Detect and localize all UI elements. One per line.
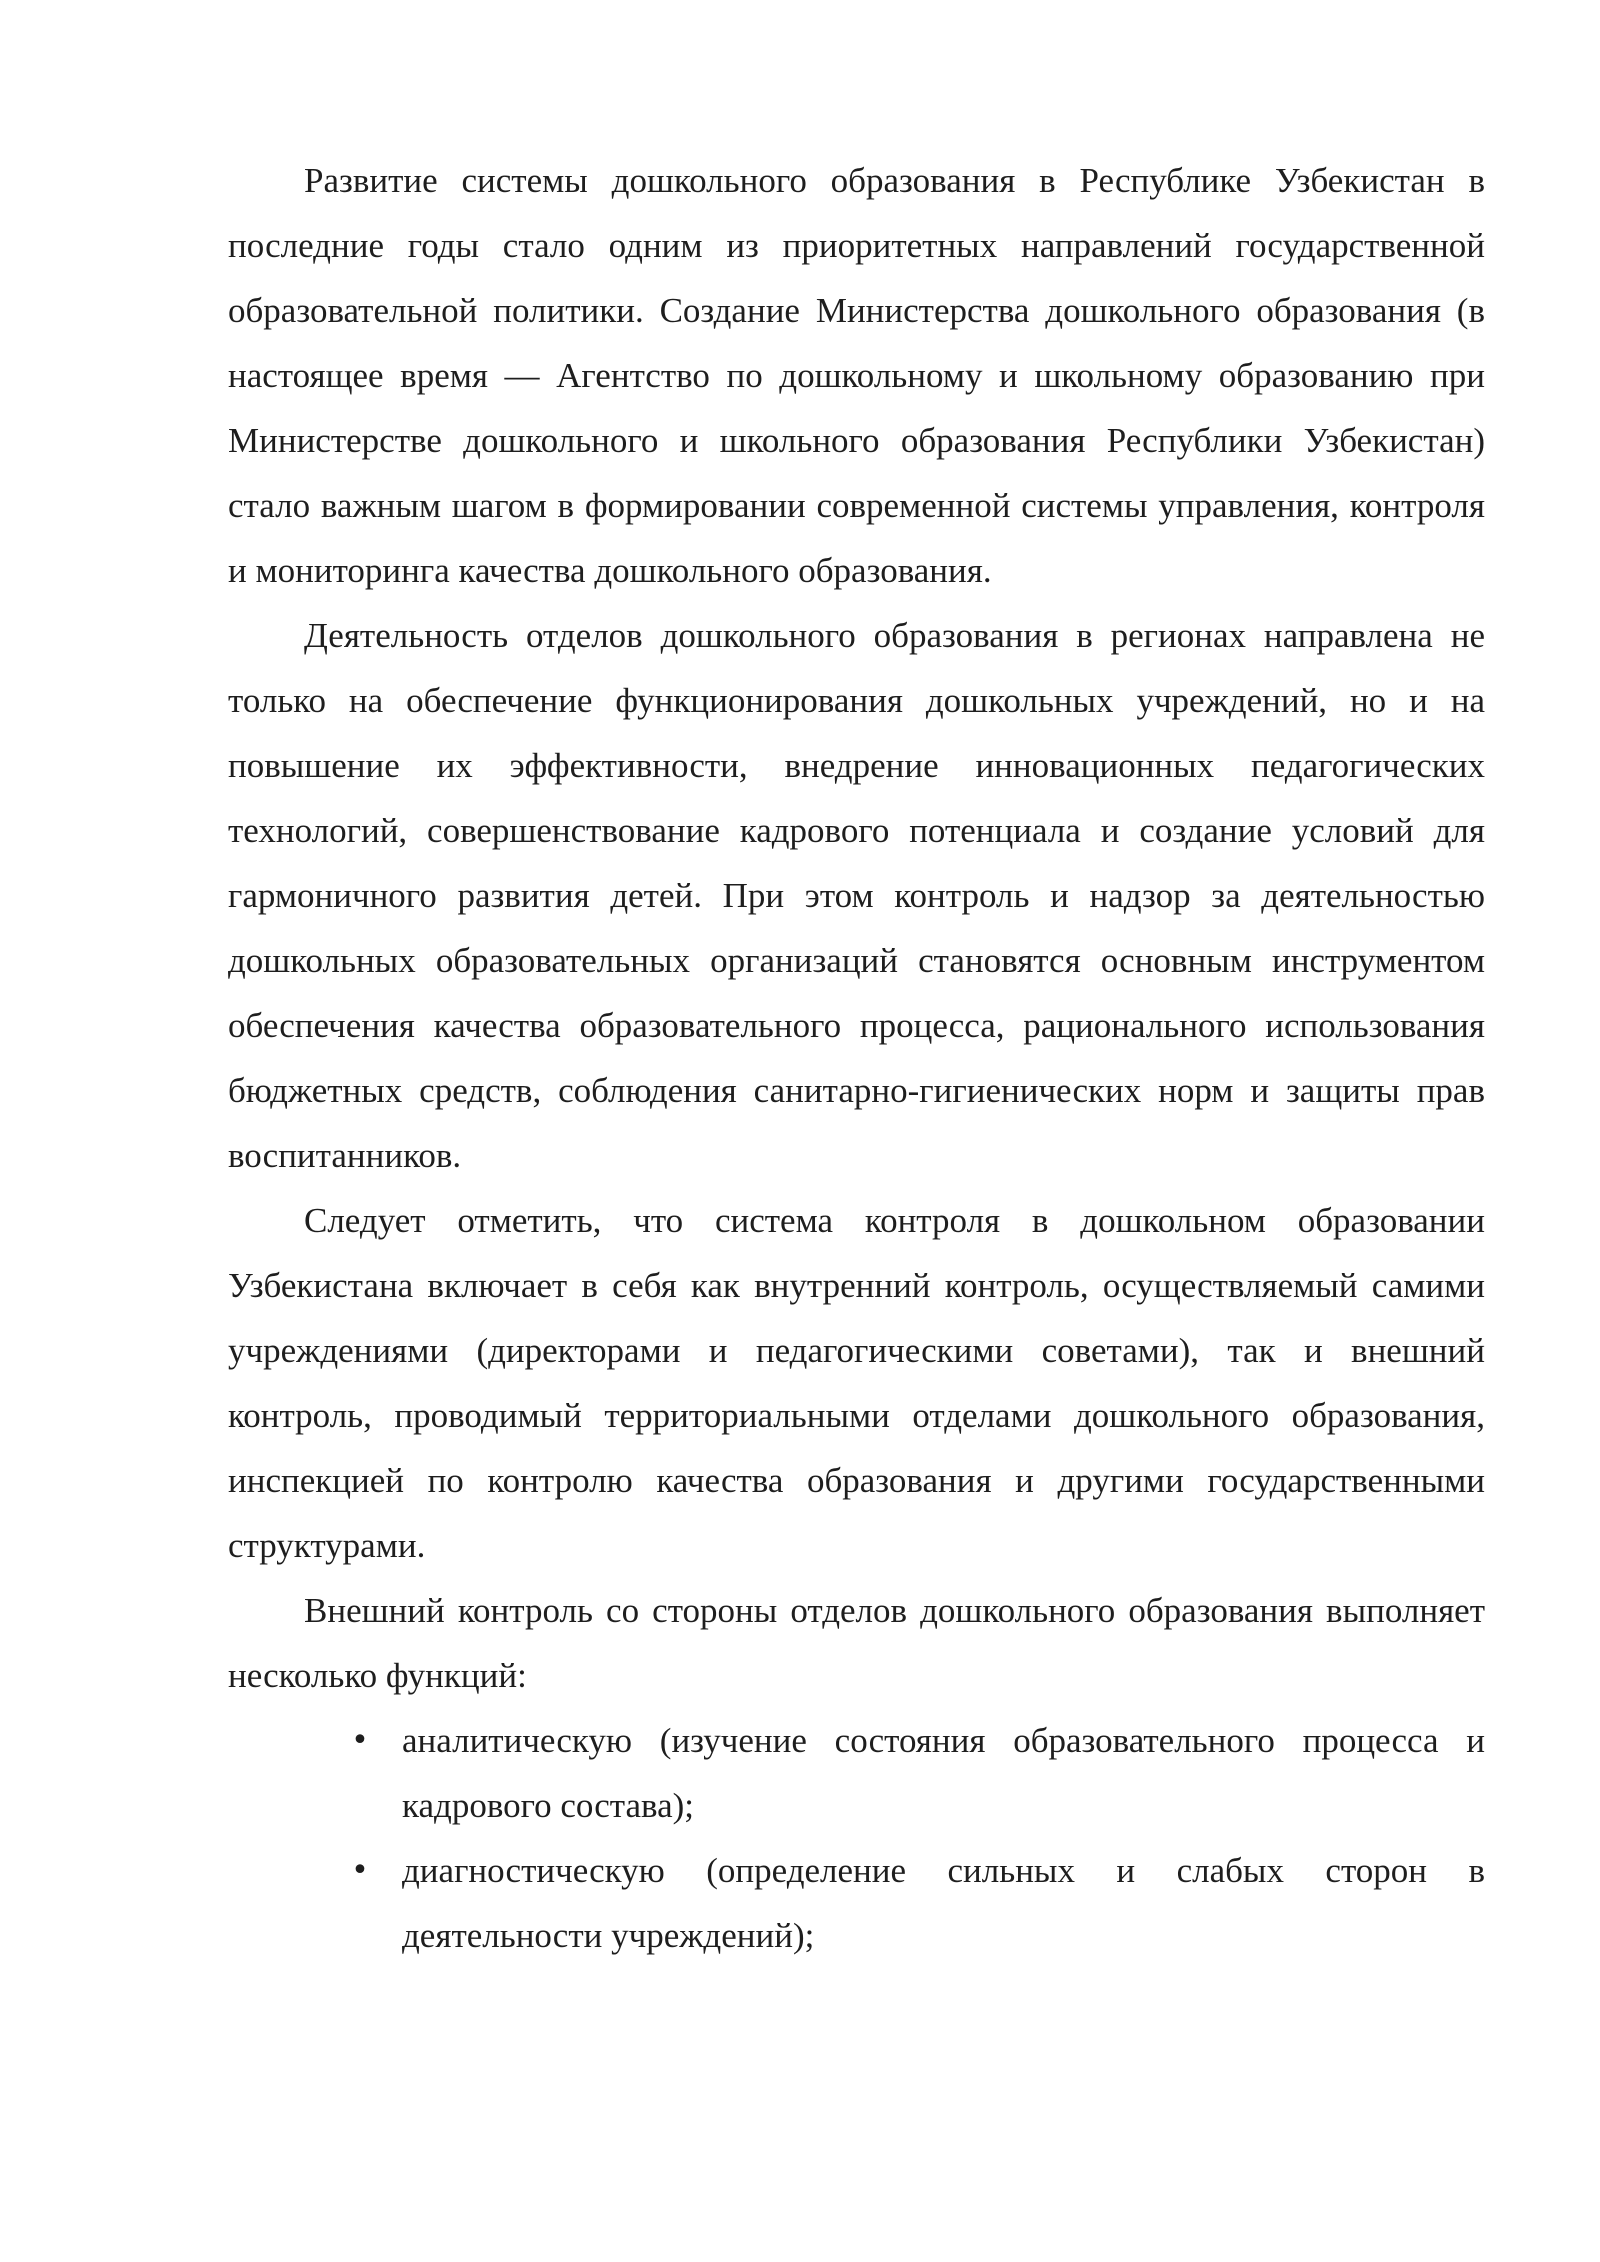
list-item-text: диагностическую (определение сильных и слабых сторон в деятельности учреждений); xyxy=(402,1851,1485,1955)
paragraph-departments-activity: Деятельность отделов дошкольного образования в регионах направлена не только на обеспечение функционирования дошкольных учреждений, но и на повышение их эффективности, внедрение инновационных педагогических технологий, совершенствование кадрового потенциала и создание условий для гармоничного развития детей. При этом контроль и надзор за деятельностью дошкольных образовательных организаций становятся основным инструментом обеспечения качества образовательного процесса, рационального использования бюджетных средств, соблюдения санитарно-гигиенических норм и защиты прав воспитанников. xyxy=(228,616,1485,1175)
list-item xyxy=(228,1708,1485,1838)
list-item-text: аналитическую (изучение состояния образовательного процесса и кадрового состава); xyxy=(402,1721,1485,1825)
bullet-icon: • xyxy=(351,1723,369,1758)
bullet-icon: • xyxy=(351,1853,369,1888)
functions-list xyxy=(228,1708,1485,1968)
document-page xyxy=(228,148,1485,1968)
list-item xyxy=(228,1838,1485,1968)
paragraph-control-system: Следует отметить, что система контроля в дошкольном образовании Узбекистана включает в себя как внутренний контроль, осуществляемый самими учреждениями (директорами и педагогическими советами), так и внешний контроль, проводимый территориальными отделами дошкольного образования, инспекцией по контролю качества образования и другими государственными структурами. xyxy=(228,1201,1485,1565)
paragraph-external-control: Внешний контроль со стороны отделов дошкольного образования выполняет несколько функций: xyxy=(228,1591,1485,1695)
paragraph-intro: Развитие системы дошкольного образования в Республике Узбекистан в последние годы стало одним из приоритетных направлений государственной образовательной политики. Создание Министерства дошкольного образования (в настоящее время — Агентство по дошкольному и школьному образованию при Министерстве дошкольного и школьного образования Республики Узбекистан) стало важным шагом в формировании современной системы управления, контроля и мониторинга качества дошкольного образования. xyxy=(228,161,1485,590)
